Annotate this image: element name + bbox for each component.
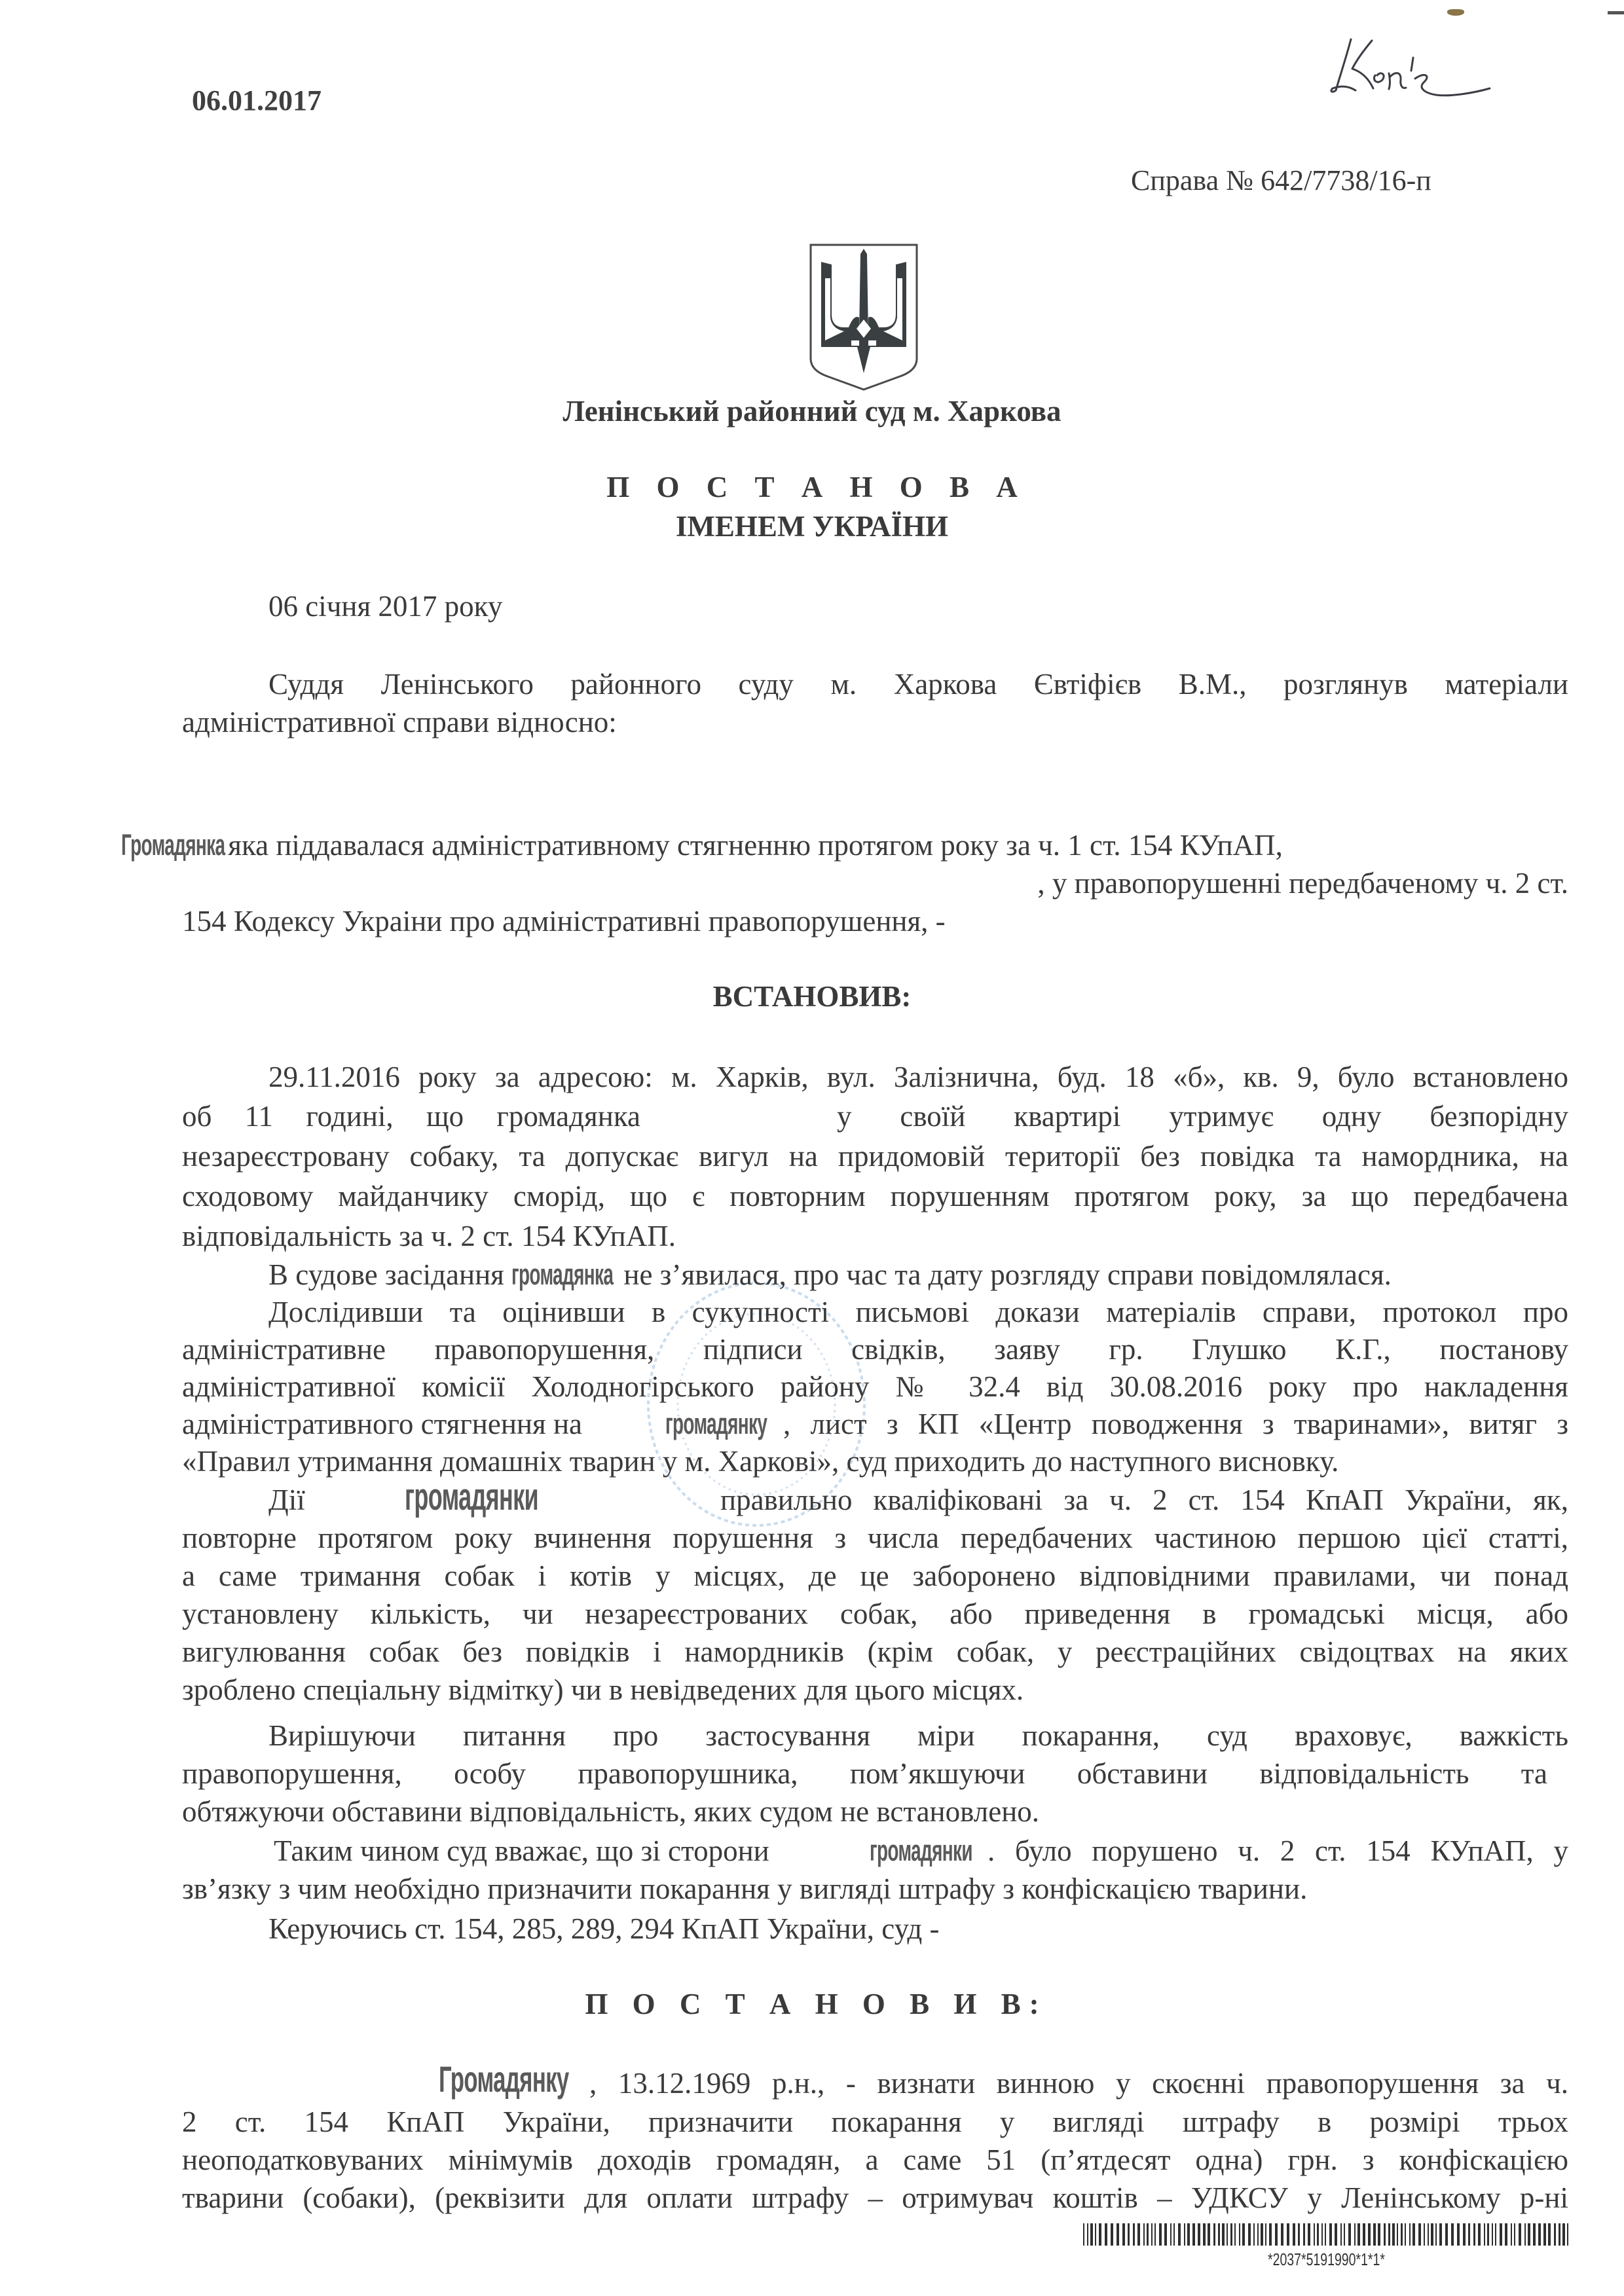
redacted-name: громадянки [870, 1834, 972, 1867]
barcode-bar [1559, 2223, 1560, 2246]
established-p7: Керуючись ст. 154, 285, 289, 294 КпАП України, суд - [268, 1912, 940, 1945]
established-p6-line-2: зв’язку з чим необхідно призначити покарання у вигляді штрафу з конфіскацією тварини. [182, 1872, 1308, 1905]
barcode-bar [1505, 2223, 1507, 2246]
barcode-bar [1368, 2223, 1371, 2246]
redacted-name: громадянка [511, 1258, 614, 1291]
established-p1-line-2a: об 11 годині, що громадянка [182, 1100, 640, 1133]
established-p4-first-rest: правильно кваліфіковані за ч. 2 ст. 154 КпАП України, як, [720, 1484, 1568, 1516]
barcode-bar [1208, 2223, 1210, 2246]
barcode-bar [1424, 2223, 1425, 2246]
established-p6-text-a: Таким чином суд вважає, що зі сторони [274, 1834, 769, 1867]
established-p4-line-6: зроблено спеціальну відмітку) чи в невідведених для цього місцях. [182, 1673, 1024, 1706]
barcode-bar [1554, 2223, 1556, 2246]
section-heading-resolved: П О С Т А Н О В И В: [585, 1988, 1048, 2020]
barcode-bar [1143, 2223, 1145, 2246]
barcode-bar [1562, 2223, 1565, 2246]
intro-person-line-2: , у правопорушенні передбаченому ч. 2 ст. [1037, 867, 1568, 900]
barcode-bar [1548, 2223, 1551, 2246]
barcode-bar [1500, 2223, 1502, 2246]
section-heading-established: ВСТАНОВИВ: [712, 980, 912, 1013]
barcode-bar [1187, 2223, 1190, 2246]
barcode-bar [1451, 2223, 1454, 2246]
edge-mark [1608, 11, 1624, 14]
barcode-bar [1293, 2223, 1295, 2246]
barcode-bar [1538, 2223, 1541, 2246]
barcode-bar [1412, 2223, 1415, 2246]
established-p1-line-1: 29.11.2016 року за адресою: м. Харків, вул. Залізнична, буд. 18 «б», кв. 9, було встановлено [268, 1061, 1568, 1093]
barcode-bar [1090, 2223, 1093, 2246]
barcode-bar [1261, 2223, 1263, 2246]
handwritten-copy-mark [1326, 33, 1503, 105]
established-p3-line-2: адміністративне правопорушення, підписи свідків, заяву гр. Глушко К.Г., постанову [182, 1333, 1568, 1366]
barcode-bar [1457, 2223, 1460, 2246]
established-p3-line-5: «Правил утримання домашніх тварин у м. Харкові», суд приходить до наступного висновку. [182, 1445, 1339, 1478]
established-p5-line-1: Вирішуючи питання про застосування міри покарання, суд враховує, важкість [268, 1719, 1568, 1752]
barcode-bar [1170, 2223, 1172, 2246]
document-title: П О С Т А Н О В А [606, 471, 1027, 503]
barcode-bar [1222, 2223, 1225, 2246]
established-p6-text-b: . було порушено ч. 2 ст. 154 КУпАП, у [987, 1834, 1568, 1867]
barcode-bar [1173, 2223, 1175, 2246]
barcode-bar [1122, 2223, 1125, 2246]
barcode-bar [1405, 2223, 1406, 2246]
barcode-bar [1192, 2223, 1195, 2246]
barcode-bar [1230, 2223, 1232, 2246]
barcode-bar [1473, 2223, 1475, 2246]
barcode-bar [1151, 2223, 1153, 2246]
resolved-p1-line-3: неоподатковуваних мінімумів доходів громадян, а саме 51 (п’ятдесят одна) грн. з конфіскацією [182, 2143, 1568, 2176]
established-p2-text-a: В судове засідання [268, 1258, 504, 1291]
barcode-bar [1484, 2223, 1485, 2246]
barcode-bar [1487, 2223, 1489, 2246]
barcode-bar [1275, 2223, 1278, 2246]
barcode-bar [1303, 2223, 1305, 2246]
established-p6-line-1 [182, 1832, 1568, 1870]
barcode-bar [1154, 2223, 1156, 2246]
established-p1-line-3: незареєстровану собаку, та допускає вигул на придомовій території без повідка та намордника, на [182, 1140, 1568, 1173]
redacted-name: громадянки [405, 1476, 538, 1518]
barcode-bar [1445, 2223, 1448, 2246]
barcode-bar [1213, 2223, 1215, 2246]
document-subtitle: ІМЕНЕМ УКРАЇНИ [675, 510, 949, 543]
document-date: 06.01.2017 [192, 84, 322, 117]
established-p4-line-2: повторне протягом року вчинення порушення з числа передбачених частиною першою цієї статті, [182, 1522, 1568, 1554]
court-name: Ленінський районний суд м. Харкова [563, 395, 1061, 428]
barcode-bar [1567, 2223, 1568, 2246]
barcode-bar [1495, 2223, 1496, 2246]
barcode-bar [1463, 2223, 1466, 2246]
redacted-name: громадянку [665, 1407, 767, 1440]
barcode-bar [1431, 2223, 1433, 2246]
barcode-bar [1099, 2223, 1101, 2246]
barcode-bar [1335, 2223, 1337, 2246]
barcode-bar [1218, 2223, 1220, 2246]
barcode-bar [1363, 2223, 1365, 2246]
barcode-bar [1227, 2223, 1228, 2246]
barcode-bar [1439, 2223, 1442, 2246]
barcode-bar [1137, 2223, 1140, 2246]
barcode-bar [1314, 2223, 1315, 2246]
established-p1-line-4: сходовому майданчику сморід, що є повторним порушенням протягом року, за що передбачена [182, 1180, 1568, 1212]
barcode-bar [1397, 2223, 1398, 2246]
barcode-bar [1184, 2223, 1185, 2246]
intro-line-1: Суддя Ленінського районного суду м. Харкова Євтіфієв В.М., розглянув матеріали [268, 668, 1568, 701]
barcode-bar [1325, 2223, 1326, 2246]
barcode-bar [1203, 2223, 1206, 2246]
redacted-name: Громадянку [439, 2058, 569, 2100]
established-p4-start: Дії [268, 1484, 305, 1516]
established-p4-line-4: установлену кількість, чи незареєстрованих собак, або приведення в громадські місця, або [182, 1597, 1568, 1630]
established-p2 [182, 1256, 1568, 1294]
established-p5-line-3: обтяжуючи обставини відповідальність, яких судом не встановлено. [182, 1795, 1040, 1828]
intro-person-line-3: 154 Кодексу Украіни про адміністративні правопорушення, - [182, 905, 946, 938]
established-p4-line-5: вигулювання собак без повідків і намордників (крім собак, у реєстраційних свідоцтвах на яких [182, 1635, 1568, 1668]
barcode-bar [1111, 2223, 1113, 2246]
barcode-bar [1373, 2223, 1376, 2246]
established-p2-text-b: не з’явилася, про час та дату розгляду справи повідомлялася. [623, 1258, 1392, 1291]
barcode-bar [1511, 2223, 1512, 2246]
barcode-bar [1239, 2223, 1240, 2246]
barcode-bar [1133, 2223, 1135, 2246]
established-p3-line-4 [182, 1405, 1568, 1443]
barcode-bar [1234, 2223, 1236, 2246]
barcode-bar [1317, 2223, 1319, 2246]
barcode-bar [1095, 2223, 1096, 2246]
barcode-bar [1287, 2223, 1289, 2246]
barcode-bar [1468, 2223, 1470, 2246]
resolved-p1-line-1 [182, 2058, 1568, 2102]
barcode-bar [1533, 2223, 1536, 2246]
established-p1-line-2b: у своїй квартирі утримує одну безпорідну [837, 1100, 1568, 1133]
barcode-bar [1083, 2223, 1084, 2246]
barcode-bar [1257, 2223, 1259, 2246]
resolved-p1-line-4: тварини (собаки), (реквізити для оплати штрафу – отримувач коштів – УДКСУ у Ленінському р-ні [182, 2181, 1568, 2214]
barcode-bar [1248, 2223, 1251, 2246]
barcode-bar [1128, 2223, 1130, 2246]
barcode-bar [1298, 2223, 1300, 2246]
barcode-bar [1428, 2223, 1429, 2246]
barcode-bar [1354, 2223, 1356, 2246]
established-p4-line-1 [182, 1476, 1568, 1519]
established-p3-line-4a: адміністративного стягнення на [182, 1408, 583, 1440]
case-number: Справа № 642/7738/16-п [1131, 164, 1431, 196]
barcode-bar [1253, 2223, 1255, 2246]
intro-person-text: яка піддавалася адміністративному стягненню протягом року за ч. 1 ст. 154 КУпАП, [228, 829, 1283, 862]
established-p4-line-3: а саме тримання собак і котів у місцях, де це заборонено відповідними правилами, чи понад [182, 1559, 1568, 1592]
barcode-bar [1087, 2223, 1088, 2246]
barcode-bar [1435, 2223, 1437, 2246]
barcode-bar [1265, 2223, 1266, 2246]
barcode-bar [1147, 2223, 1149, 2246]
barcode-bar [1418, 2223, 1421, 2246]
barcode-bar [1524, 2223, 1526, 2246]
established-p3-line-4b: , лист з КП «Центр поводження з тваринами», витяг з [783, 1408, 1568, 1440]
ukraine-coat-of-arms-icon [808, 242, 919, 392]
established-p3-line-3: адміністративної комісії Холодногірського району № 32.4 від 30.08.2016 року про накладення [182, 1370, 1568, 1403]
barcode-bar [1519, 2223, 1521, 2246]
barcode-icon [1083, 2223, 1570, 2246]
redacted-name: Громадянка [121, 828, 225, 862]
barcode-bar [1478, 2223, 1481, 2246]
established-p1-line-5: відповідальність за ч. 2 ст. 154 КУпАП. [182, 1220, 676, 1252]
established-p1-line-2 [182, 1097, 1568, 1135]
barcode-bar [1116, 2223, 1119, 2246]
barcode-bar [1492, 2223, 1493, 2246]
barcode-bar [1105, 2223, 1107, 2246]
barcode-bar [1164, 2223, 1167, 2246]
barcode-bar [1388, 2223, 1390, 2246]
barcode-bar [1357, 2223, 1360, 2246]
barcode-bar [1308, 2223, 1310, 2246]
barcode-bar [1159, 2223, 1162, 2246]
resolved-p1-first-rest: , 13.12.1969 р.н., - визнати винною у скоєнні правопорушення за ч. [589, 2067, 1568, 2100]
barcode-bar [1340, 2223, 1342, 2246]
established-p3-line-1: Дослідивши та оцінивши в сукупності письмові докази матеріалів справи, протокол про [268, 1296, 1568, 1328]
barcode-bar [1269, 2223, 1272, 2246]
barcode-bar [1378, 2223, 1380, 2246]
resolved-p1-line-2: 2 ст. 154 КпАП України, призначити покарання у вигляді штрафу в розмірі трьох [182, 2105, 1568, 2138]
barcode-bar [1242, 2223, 1245, 2246]
barcode-bar [1348, 2223, 1351, 2246]
barcode-bar [1392, 2223, 1395, 2246]
barcode-bar [1344, 2223, 1345, 2246]
barcode-bar [1198, 2223, 1200, 2246]
decision-date: 06 січня 2017 року [268, 590, 503, 623]
barcode-bar [1178, 2223, 1181, 2246]
barcode-bar [1528, 2223, 1530, 2246]
intro-person-line [121, 826, 1568, 864]
barcode-number: *2037*5191990*1*1* [1268, 2250, 1385, 2269]
barcode-bar [1321, 2223, 1323, 2246]
barcode-bar [1281, 2223, 1283, 2246]
barcode-bar [1543, 2223, 1546, 2246]
barcode-bar [1401, 2223, 1403, 2246]
barcode-bar [1384, 2223, 1386, 2246]
barcode-bar [1409, 2223, 1411, 2246]
established-p5-line-2: правопорушення, особу правопорушника, пом’якшуючи обставини відповідальність та [182, 1757, 1547, 1790]
ink-stain [1447, 9, 1464, 16]
barcode-bar [1329, 2223, 1332, 2246]
intro-line-2: адміністративної справи відносно: [182, 706, 617, 738]
barcode-bar [1514, 2223, 1515, 2246]
